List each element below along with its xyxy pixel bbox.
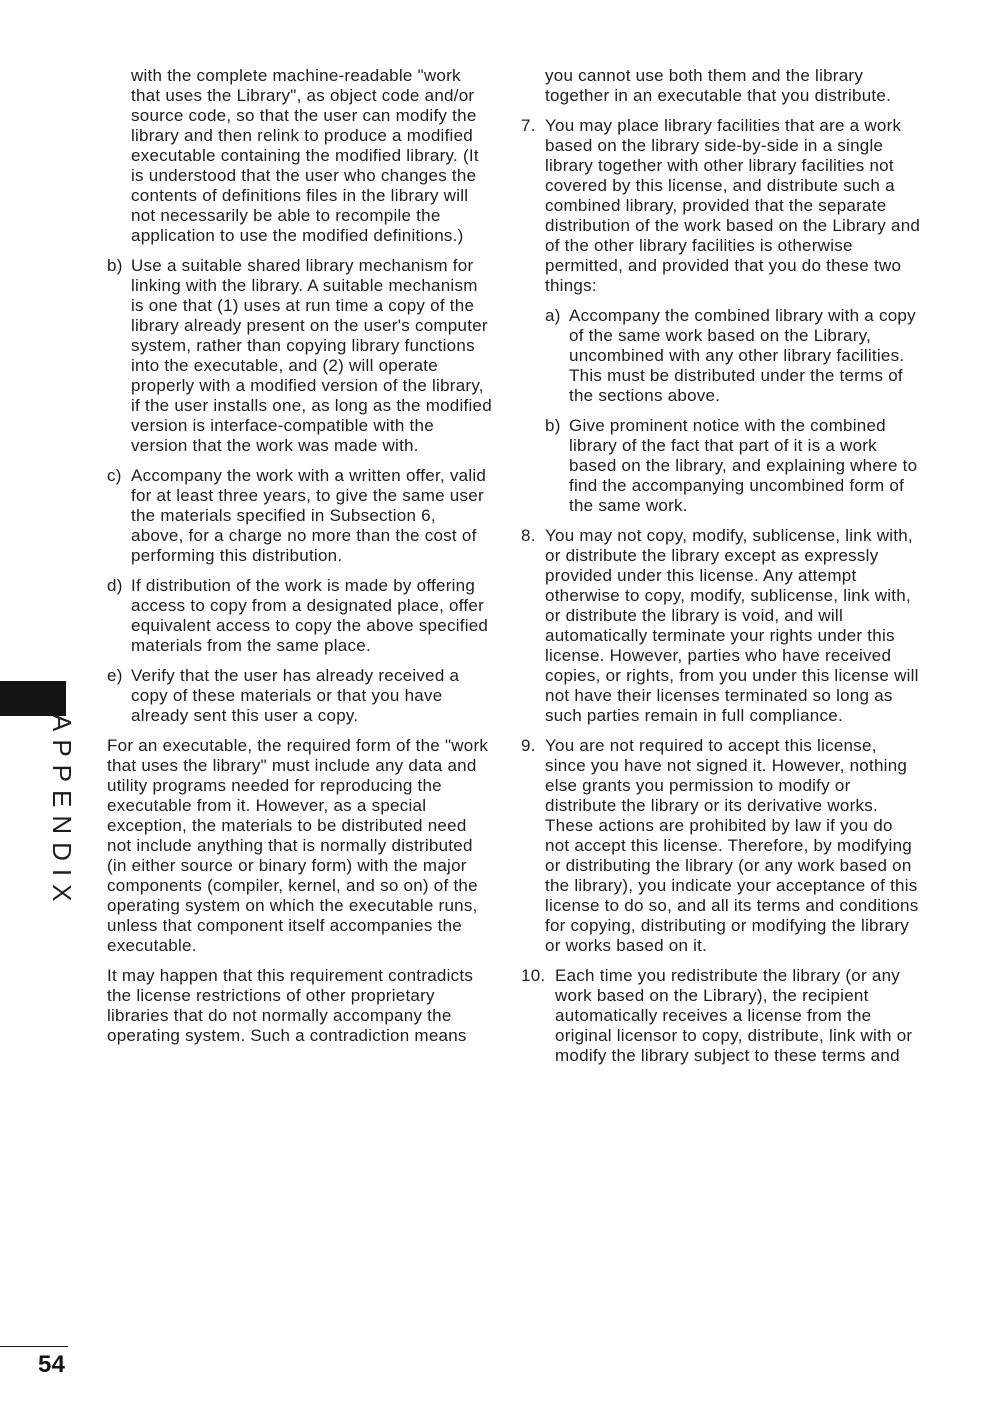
- item-a-continuation: with the complete machine-readable "work that uses the Library", as object code and/or source code, so that the user can modify the library and then relink to produce a modified executable containing the modified library. (It is understood that the user who changes the contents of definitions files in the library will not necessarily be able to recompile the application to use the modified definitions.): [131, 66, 479, 245]
- list-item-text: If distribution of the work is made by offering access to copy from a designated place, offer equivalent access to copy the above specified materials from the same place.: [131, 576, 489, 655]
- list-item-text: Verify that the user has already received a copy of these materials or that you have already sent this user a copy.: [131, 666, 460, 725]
- section-text: You may place library facilities that are a work based on the library side-by-side in a single library together with other library facilities not covered by this license, and distribute such a combined library, provided that the separate distribution of the work based on the Library and of the other library facilities is otherwise permitted, and provided that you do these two things:: [545, 116, 921, 295]
- section-number: 7.: [521, 116, 536, 135]
- paragraph-continuation: you cannot use both them and the library together in an executable that you distribute.: [545, 66, 892, 105]
- list-item-text: Accompany the combined library with a copy of the same work based on the Library, uncombined with any other library facilities. This must be distributed under the terms of the sections above.: [569, 306, 916, 405]
- list-marker: e): [107, 666, 123, 685]
- paragraph-contradiction: It may happen that this requirement contradicts the license restrictions of other proprietary libraries that do not normally accompany the operating system. Such a contradiction means: [107, 966, 474, 1045]
- list-marker: d): [107, 576, 123, 595]
- section-8: [521, 526, 921, 726]
- section-number: 9.: [521, 736, 536, 755]
- list-item-d: [107, 576, 492, 656]
- right-column: [521, 66, 921, 1076]
- section-number: 8.: [521, 526, 536, 545]
- list-item-text: Use a suitable shared library mechanism for linking with the library. A suitable mechanism is one that (1) uses at run time a copy of the library already present on the user's computer system, rather than copying library functions into the executable, and (2) will operate properly with a modified version of the library, if the user installs one, as long as the modified version is interface-compatible with the version that the work was made with.: [131, 256, 492, 455]
- list-marker: b): [545, 416, 561, 435]
- list-item-a: [545, 306, 921, 406]
- section-text: You may not copy, modify, sublicense, link with, or distribute the library except as expressly provided under this license. Any attempt otherwise to copy, modify, sublicense, link with, or distribute the library is void, and will automatically terminate your rights under this license. However, parties who have received copies, or rights, from you under this license will not have their licenses terminated so long as such parties remain in full compliance.: [545, 526, 919, 725]
- section-9: [521, 736, 921, 956]
- section-10: [521, 966, 921, 1066]
- list-item-text: Accompany the work with a written offer, valid for at least three years, to give the same user the materials specified in Subsection 6, above, for a charge no more than the cost of performing this distribution.: [131, 466, 487, 565]
- list-item-e: [107, 666, 492, 726]
- side-tab-marker: [0, 681, 66, 716]
- list-marker: b): [107, 256, 123, 275]
- paragraph-executable-form: For an executable, the required form of the "work that uses the library" must include any data and utility programs needed for reproducing the executable from it. However, as a special exception, the materials to be distributed need not include anything that is normally distributed (in either source or binary form) with the major components (compiler, kernel, and so on) of the operating system on which the executable runs, unless that component itself accompanies the executable.: [107, 736, 489, 955]
- section-text: You are not required to accept this license, since you have not signed it. However, nothing else grants you permission to modify or distribute the library or its derivative works. These actions are prohibited by law if you do not accept this license. Therefore, by modifying or distributing the library (or any work based on the library), you indicate your acceptance of this license to do so, and all its terms and conditions for copying, distributing or modifying the library or works based on it.: [545, 736, 919, 955]
- list-item-text: Give prominent notice with the combined library of the fact that part of it is a work based on the library, and explaining where to find the accompanying uncombined form of the same work.: [569, 416, 918, 515]
- footer-divider: [0, 1346, 68, 1347]
- section-text: Each time you redistribute the library (or any work based on the Library), the recipient automatically receives a license from the original licensor to copy, distribute, link with or modify the library subject to these terms and: [555, 966, 913, 1065]
- side-tab-label: APPENDIX: [47, 714, 77, 910]
- left-column: [107, 66, 492, 1056]
- section-7-sublist: [545, 306, 921, 516]
- section-number: 10.: [521, 966, 546, 985]
- page-number: 54: [38, 1351, 66, 1378]
- section-7: [521, 116, 921, 296]
- list-item-c: [107, 466, 492, 566]
- list-item-b: [545, 416, 921, 516]
- list-marker: a): [545, 306, 561, 325]
- list-item-b: [107, 256, 492, 456]
- list-marker: c): [107, 466, 122, 485]
